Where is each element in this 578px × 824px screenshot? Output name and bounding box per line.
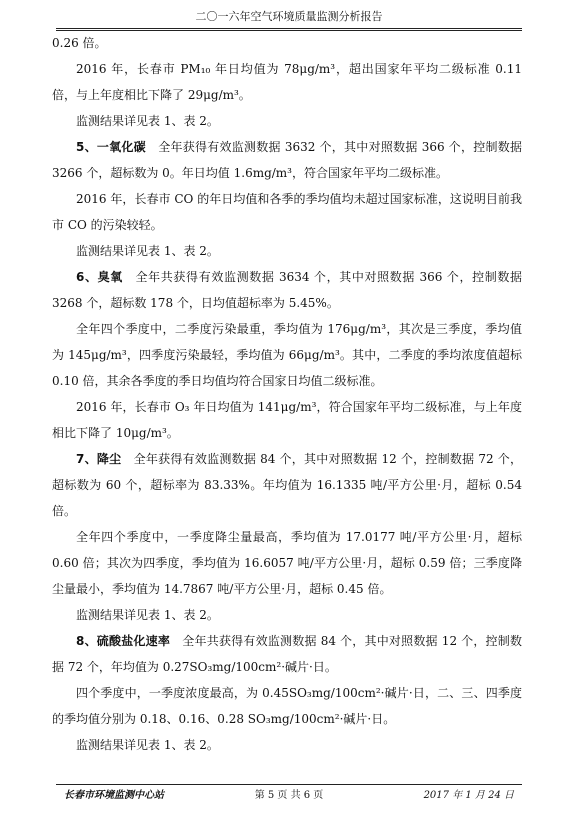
paragraph [52, 602, 522, 628]
page-footer [56, 784, 522, 809]
paragraph [52, 238, 522, 264]
paragraph [52, 680, 522, 732]
paragraph-text: 监测结果详见表 1、表 2。 [76, 244, 219, 258]
section-heading: 6、臭氧 [76, 270, 123, 284]
paragraph [52, 524, 522, 602]
paragraph [52, 446, 522, 524]
paragraph-text: 2016 年，长春市 CO 的年日均值和各季的季均值均未超过国家标准，这说明目前我市 CO 的污染较轻。 [52, 192, 522, 232]
paragraph [52, 316, 522, 394]
paragraph [52, 628, 522, 680]
paragraph-text: 全年四个季度中，一季度降尘量最高，季均值为 17.0177 吨/平方公里·月，超标 0.60 倍；其次为四季度，季均值为 16.6057 吨/平方公里·月，超标 0.59 倍；三季度降尘量最小，季均值为 14.7867 吨/平方公里·月，超标 0.45 倍。 [52, 530, 522, 596]
paragraph [52, 186, 522, 238]
paragraph [52, 732, 522, 758]
paragraph-text: 全年共获得有效监测数据 3634 个，其中对照数据 366 个，控制数据 3268 个，超标数 178 个，日均值超标率为 5.45%。 [52, 270, 522, 310]
page-header [56, 8, 522, 29]
paragraph-text: 0.26 倍。 [52, 36, 107, 50]
paragraph-text: 监测结果详见表 1、表 2。 [76, 608, 219, 622]
paragraph-text: 监测结果详见表 1、表 2。 [76, 114, 219, 128]
paragraph-text: 2016 年，长春市 O₃ 年日均值为 141μg/m³，符合国家年平均二级标准，与上年度相比下降了 10μg/m³。 [52, 400, 522, 440]
footer-date: 2017 年 1 月 24 日 [423, 790, 514, 801]
paragraph [52, 108, 522, 134]
paragraph [52, 264, 522, 316]
paragraph-text: 2016 年，长春市 PM₁₀ 年日均值为 78μg/m³，超出国家年平均二级标准 0.11 倍，与上年度相比下降了 29μg/m³。 [52, 62, 522, 102]
paragraph-text: 监测结果详见表 1、表 2。 [76, 738, 219, 752]
paragraph [52, 56, 522, 108]
footer-organization: 长春市环境监测中心站 [64, 790, 164, 801]
paragraph-text: 全年共获得有效监测数据 84 个，其中对照数据 12 个，控制数据 72 个，年均值为 0.27SO₃mg/100cm²·碱片·日。 [52, 634, 522, 674]
paragraph-text: 全年获得有效监测数据 3632 个，其中对照数据 366 个，控制数据 3266 个，超标数为 0。年日均值 1.6mg/m³，符合国家年平均二级标准。 [52, 140, 522, 180]
paragraph [52, 134, 522, 186]
section-heading: 8、硫酸盐化速率 [76, 634, 171, 648]
paragraph [52, 394, 522, 446]
paragraph-text: 全年获得有效监测数据 84 个，其中对照数据 12 个，控制数据 72 个，超标数为 60 个，超标率为 83.33%。年均值为 16.1335 吨/平方公里·月，超标 0.54 倍。 [52, 452, 522, 518]
paragraph [52, 30, 522, 56]
section-heading: 7、降尘 [76, 452, 122, 466]
paragraph-text: 四个季度中，一季度浓度最高，为 0.45SO₃mg/100cm²·碱片·日，二、三、四季度的季均值分别为 0.18、0.16、0.28 SO₃mg/100cm²·碱片·日。 [52, 686, 522, 726]
document-body [52, 30, 522, 758]
section-heading: 5、一氧化碳 [76, 140, 146, 154]
header-title: 二〇一六年空气环境质量监测分析报告 [195, 10, 383, 23]
paragraph-text: 全年四个季度中，二季度污染最重，季均值为 176μg/m³，其次是三季度，季均值为 145μg/m³，四季度污染最轻，季均值为 66μg/m³。其中，二季度的季均浓度值超标 0.10 倍，其余各季度的季日均值均符合国家日均值二级标准。 [52, 322, 522, 388]
footer-page-number: 第 5 页 共 6 页 [254, 790, 324, 801]
